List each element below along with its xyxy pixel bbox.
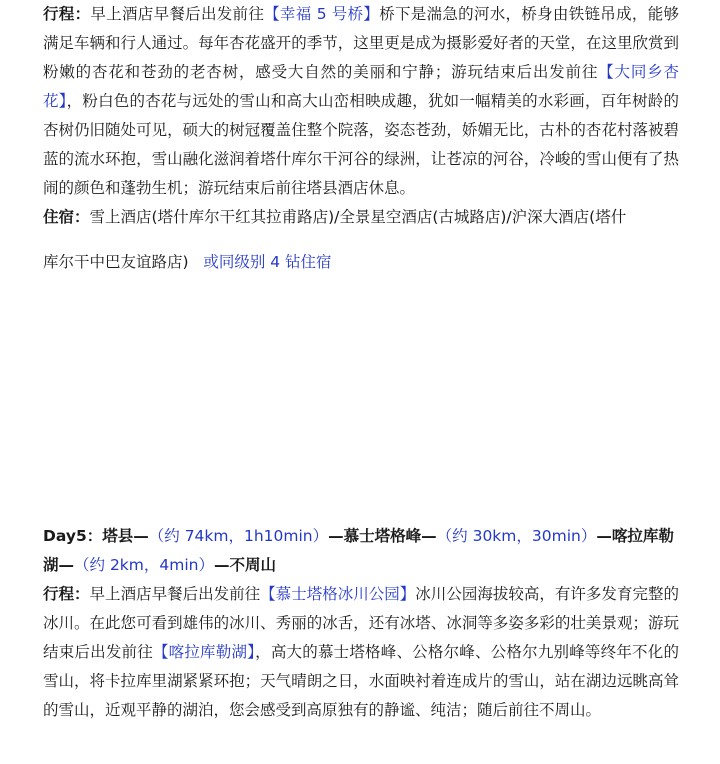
route-stop: —慕士塔格峰—: [328, 527, 437, 545]
route-distance: （约 30km，30min）: [436, 527, 597, 545]
spot-link-xingfu-bridge[interactable]: 【幸福 5 号桥】: [264, 5, 380, 23]
spacer: [43, 232, 679, 248]
itinerary-paragraph-day5: [43, 580, 679, 725]
day5-title: [43, 522, 679, 580]
hotel-list: 雪上酒店(塔什库尔干红其拉甫路店)/全景星空酒店(古城路店)/沪深大酒店(塔什: [89, 208, 627, 226]
itinerary-paragraph-day4: [43, 0, 679, 203]
document-page: [43, 0, 679, 725]
route-stop: 塔县—: [102, 527, 149, 545]
blank-space: [43, 277, 679, 522]
spot-link-karakul-lake[interactable]: 【喀拉库勒湖】: [152, 643, 256, 661]
itinerary-text: 早上酒店早餐后出发前往: [89, 585, 261, 603]
itinerary-text: 桥下是湍急的河水，桥身由铁链吊成，能够满足车辆和行人通过。每年杏花盛开的季节，这里更是成为摄影爱好者的天堂，在这里欣赏到粉嫩的杏花和苍劲的老杏树，感受大自然的美丽和宁静；游玩结束后出发前往: [43, 5, 679, 81]
hotel-line: [43, 203, 679, 232]
itinerary-text: ，高大的慕士塔格峰、公格尔峰、公格尔九别峰等终年不化的雪山，将卡拉库里湖紧紧环抱；天气晴朗之日，水面映衬着连成片的雪山，站在湖边远眺高耸的雪山，近观平静的湖泊，您会感受到高原独有的静谧、纯洁；随后前往不周山。: [43, 643, 679, 719]
itinerary-label: 行程：: [43, 585, 90, 603]
itinerary-text: 早上酒店早餐后出发前往: [90, 5, 265, 23]
hotel-line-continued: [43, 248, 679, 277]
day-label: Day5：: [43, 527, 103, 545]
hotel-list-continued: 库尔干中巴友谊路店): [43, 253, 189, 271]
route-stop: —不周山: [213, 556, 276, 574]
route-stop: —喀拉库勒湖—: [43, 527, 674, 574]
itinerary-text: ，粉白色的杏花与远处的雪山和高大山峦相映成趣，犹如一幅精美的水彩画，百年树龄的杏树仍旧随处可见，硕大的树冠覆盖住整个院落，姿态苍劲，娇媚无比，古朴的杏花村落被碧蓝的流水环抱，雪山融化滋润着塔什库尔干河谷的绿洲，让苍凉的河谷，冷峻的雪山便有了热闹的颜色和蓬勃生机；游玩结束后前往塔县酒店休息。: [43, 92, 679, 197]
hotel-alternative: 或同级别 4 钻住宿: [203, 253, 332, 271]
hotel-label: 住宿：: [43, 208, 90, 226]
route-distance: （约 2km，4min）: [74, 556, 214, 574]
route-distance: （约 74km，1h10min）: [148, 527, 329, 545]
itinerary-label: 行程：: [43, 5, 91, 23]
itinerary-text: 冰川公园海拔较高，有许多发育完整的冰川。在此您可看到雄伟的冰川、秀丽的冰舌，还有冰塔、冰洞等多姿多彩的壮美景观；游玩结束后出发前往: [43, 585, 679, 661]
spot-link-muztagh-glacier[interactable]: 【慕士塔格冰川公园】: [260, 585, 416, 603]
spot-link-datong-apricot[interactable]: 【大同乡杏花】: [43, 63, 679, 110]
